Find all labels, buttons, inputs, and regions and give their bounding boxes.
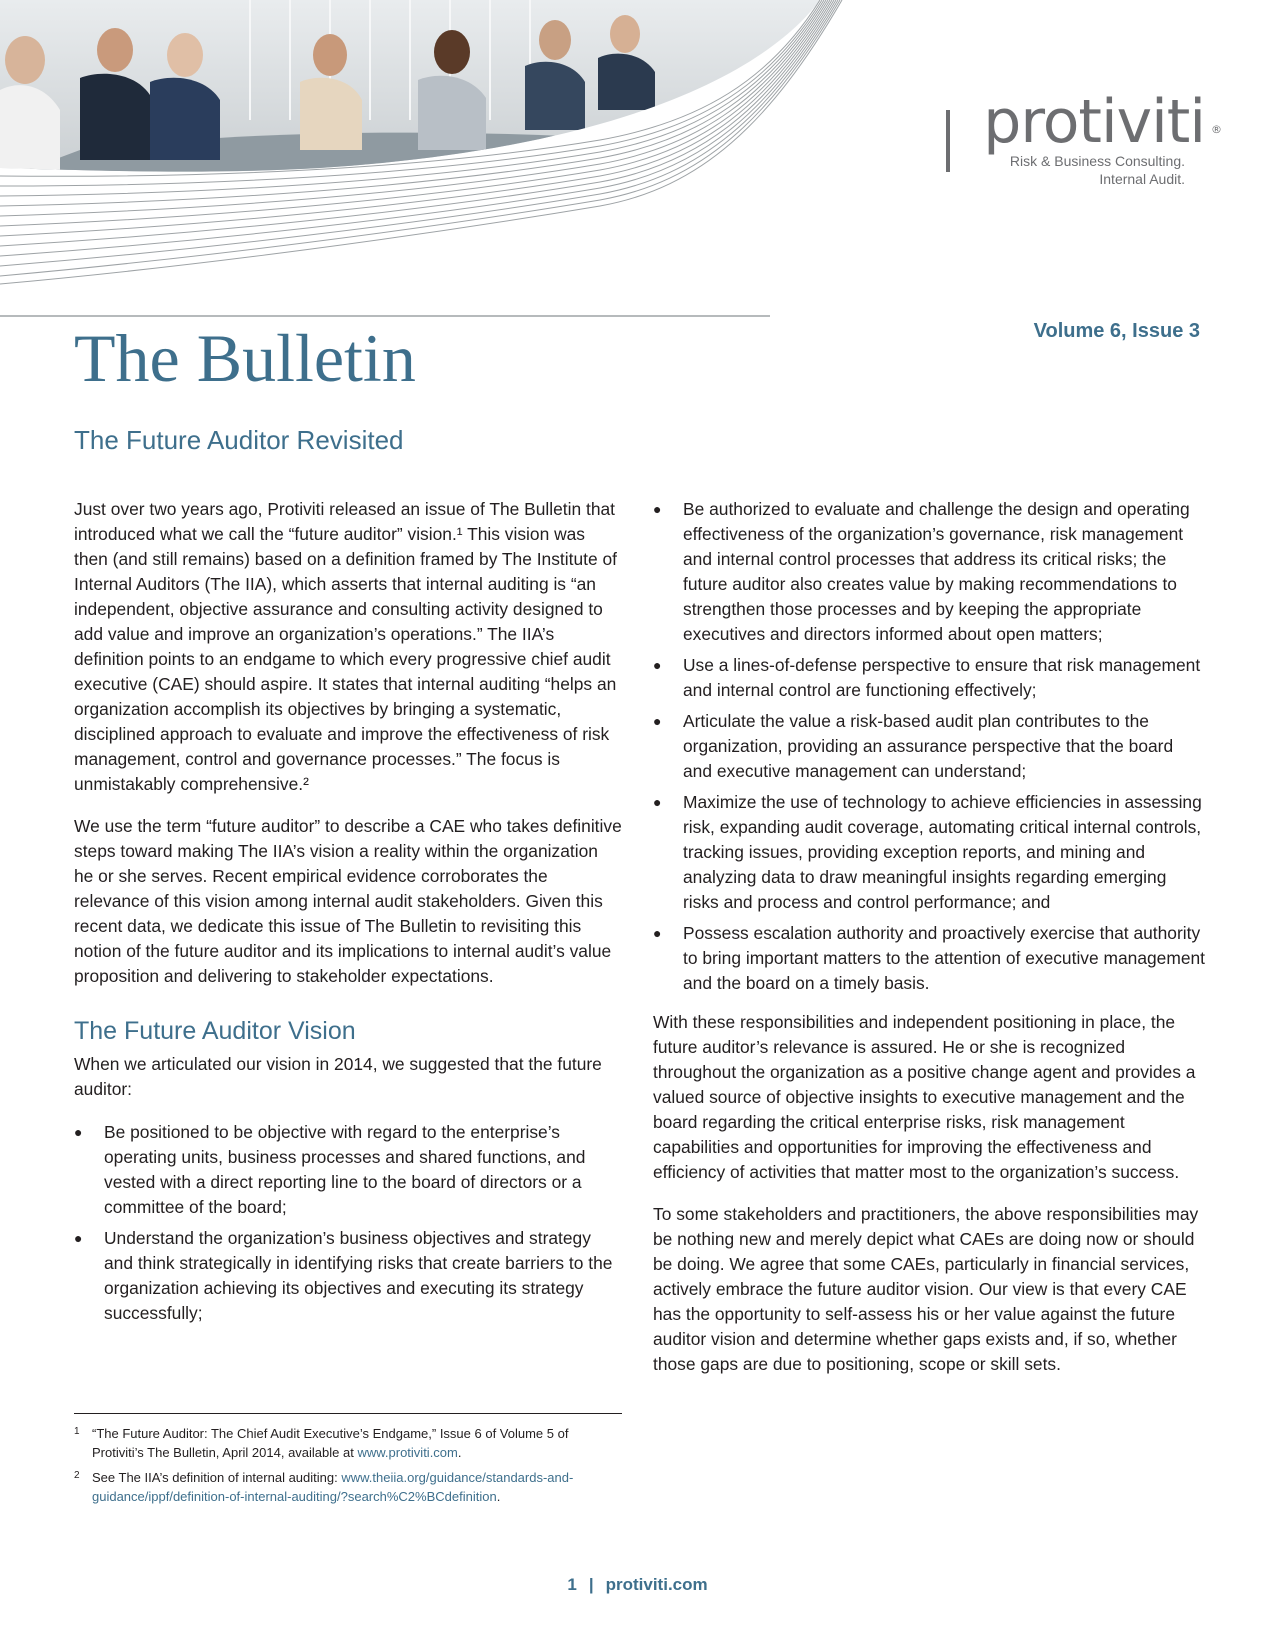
list-item: ● Be authorized to evaluate and challenge the design and operating effectiveness of the organization’s governance, risk management and internal control processes that address its critical risks; the future auditor also creates value by making recommendations to strengthen those processes and by keeping the appropriate executives and directors informed about open matters; [653,499,1190,644]
footnote-rule [74,1413,622,1414]
stakeholders-paragraph: To some stakeholders and practitioners, the above responsibilities may be nothing new and merely depict what CAEs are doing now or should be doing. We agree that some CAEs, particularly in financial services, actively embrace the future auditor vision. Our view is that every CAE has the opportunity to self-assess his or her value against the future auditor vision and determine whether gaps exists and, if so, whether those gaps are due to positioning, scope or skill sets. [653,1204,1199,1374]
logo-tagline-1: Risk & Business Consulting. [1009,153,1185,169]
footnote-link[interactable]: www.theiia.org/guidance/standards-and-guidance/ippf/definition-of-internal-auditing/?search%C2%BCdefinition [92,1470,574,1504]
volume-issue: Volume 6, Issue 3 [1033,320,1200,342]
registered-mark: ® [1211,123,1221,136]
intro-paragraph: Just over two years ago, Protiviti released an issue of The Bulletin that introduced what we call the “future auditor” vision.¹ This vision was then (and still remains) based on a definition framed by The Institute of Internal Auditors (The IIA), which asserts that internal auditing is “an independent, objective assurance and consulting activity designed to add value and improve an organization’s operations.” The IIA’s definition points to an endgame to which every progressive chief audit executive (CAE) should aspire. It states that internal auditing “helps an organization accomplish its objectives by bringing a systematic, disciplined approach to evaluate and improve the effectiveness of risk management, control and governance processes.” The focus is unmistakably comprehensive.² [74,499,617,794]
footnotes [74,1424,622,1512]
page-footer [0,1575,1275,1595]
right-column [653,497,1205,1394]
footnote-link[interactable]: www.protiviti.com [357,1445,458,1460]
vision-intro: When we articulated our vision in 2014, we suggested that the future auditor: [74,1054,602,1099]
article-title: The Future Auditor Revisited [74,425,404,455]
logo-wordmark [983,87,1221,157]
list-item: ● Possess escalation authority and proactively exercise that authority to bring important matters to the attention of executive management and the board on a timely basis. [653,923,1206,993]
relevance-paragraph: With these responsibilities and independent positioning in place, the future auditor’s relevance is assured. He or she is recognized throughout the organization as a positive change agent and provides a valued source of objective insights to executive management and the board regarding the critical enterprise risks, risk management capabilities and opportunities for improving the effectiveness and efficiency of activities that matter most to the organization’s success. [653,1012,1196,1182]
footnote-1: 1 “The Future Auditor: The Chief Audit Executive’s Endgame,” Issue 6 of Volume 5 of Protiviti’s The Bulletin, April 2014, available at www.protiviti.com. [74,1426,569,1460]
logo-text: protiviti [983,87,1205,157]
list-item: ● Use a lines-of-defense perspective to ensure that risk management and internal control are functioning effectively; [653,655,1201,700]
future-auditor-paragraph: We use the term “future auditor” to describe a CAE who takes definitive steps toward making The IIA’s vision a reality within the organization he or she serves. Recent empirical evidence corroborates the relevance of this vision among internal audit stakeholders. Given this recent data, we dedicate this issue of The Bulletin to revisiting this notion of the future auditor and its implications to internal audit’s value proposition and delivering to stakeholder expectations. [74,816,622,986]
list-item: ● Articulate the value a risk-based audit plan contributes to the organization, providing an assurance perspective that the board and executive management can understand; [653,711,1174,781]
footnote-2: 2 See The IIA’s definition of internal auditing: www.theiia.org/guidance/standards-and-guidance/ippf/definition-of-internal-auditing/?search%C2%BCdefinition. [74,1470,574,1504]
page-number: 1 [567,1575,577,1594]
footer-separator: | [588,1575,594,1594]
vision-list-left [74,1120,622,1326]
section-heading: The Future Auditor Vision [74,1017,356,1045]
logo-tagline-2: Internal Audit. [1099,171,1185,187]
protiviti-logo [945,87,1221,188]
vision-list-right [653,497,1205,996]
list-item: ● Maximize the use of technology to achieve efficiencies in assessing risk, expanding audit coverage, automating critical internal controls, tracking issues, providing exception reports, and mining and analyzing data to draw meaningful insights regarding emerging risks and process and control performance; and [653,792,1202,912]
left-column [74,497,622,1332]
publication-title: The Bulletin [74,320,416,396]
list-item: ● Understand the organization’s business objectives and strategy and think strategically in identifying risks that create barriers to the organization achieving its objectives and executing its strategy successfully; [74,1228,613,1323]
footer-site-link[interactable]: protiviti.com [605,1575,708,1594]
list-item: ● Be positioned to be objective with regard to the enterprise’s operating units, business processes and shared functions, and vested with a direct reporting line to the board of directors or a committee of the board; [74,1122,586,1217]
